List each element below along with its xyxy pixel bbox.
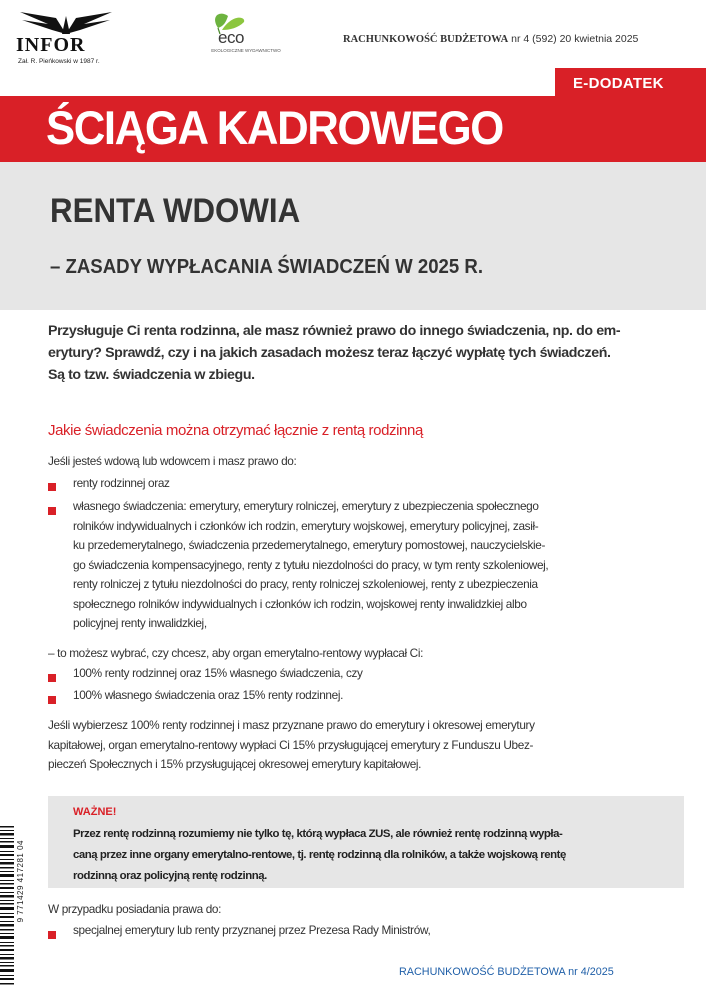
list-item-line: ku przedemerytalnego, świadczenia przedemerytalnego, emerytury pomostowej, nauczycielskie- bbox=[73, 538, 546, 552]
page-title: RENTA WDOWIA bbox=[50, 192, 301, 230]
issue-date: 20 kwietnia 2025 bbox=[559, 33, 639, 45]
barcode-number: 9 771429 417281 04 bbox=[16, 840, 25, 923]
note-heading: WAŻNE! bbox=[73, 806, 117, 818]
paragraph bbox=[48, 716, 684, 775]
list-item: renty rodzinnej oraz bbox=[73, 476, 170, 490]
title-band bbox=[0, 162, 706, 310]
issue-number: nr 4 (592) bbox=[511, 33, 557, 45]
note-line: rodzinną oraz policyjną rentę rodzinną. bbox=[73, 870, 267, 882]
bullet-marker bbox=[48, 674, 56, 682]
paragraph-line: kapitałowej, organ emerytalno-rentowy wypłaci Ci 15% przysługującej emerytury z Funduszu Ubez- bbox=[48, 737, 534, 752]
list-item-line: społecznego rolników indywidualnych i członków ich rodzin, wojskowej renty inwalidzkiej albo bbox=[73, 596, 527, 611]
bullet-marker bbox=[48, 696, 56, 704]
intro-line: Są to tzw. świadczenia w zbiegu. bbox=[48, 367, 255, 383]
e-dodatek-label: E-DODATEK bbox=[573, 75, 664, 92]
bullet-marker bbox=[48, 931, 56, 939]
paragraph: – to możesz wybrać, czy chcesz, aby organ emerytalno-rentowy wypłacał Ci: bbox=[48, 646, 424, 660]
paragraph-line: Jeśli wybierzesz 100% renty rodzinnej i masz przyznane prawo do emerytury i okresowej emerytury bbox=[48, 718, 535, 732]
series-banner bbox=[0, 96, 706, 162]
list-item: specjalnej emerytury lub renty przyznanej przez Prezesa Rady Ministrów, bbox=[73, 923, 431, 937]
publication-name: RACHUNKOWOŚĆ BUDŻETOWA bbox=[343, 34, 509, 45]
list-item-line: własnego świadczenia: emerytury, emerytury rolniczej, emerytury z ubezpieczenia społecznego bbox=[73, 499, 539, 513]
intro-line: erytury? Sprawdź, czy i na jakich zasadach możesz teraz łączyć wypłatę tych świadczeń. bbox=[48, 345, 611, 361]
infor-eagle-logo bbox=[18, 10, 114, 36]
barcode-icon bbox=[0, 826, 16, 986]
list-item-line: renty rolniczej z tytułu niezdolności do pracy, renty rolniczej szkoleniowej, renty z ubezpieczenia bbox=[73, 577, 538, 591]
paragraph: W przypadku posiadania prawa do: bbox=[48, 902, 222, 916]
list-item: 100% renty rodzinnej oraz 15% własnego świadczenia, czy bbox=[73, 666, 363, 680]
list-item-line: policyjnej renty inwalidzkiej, bbox=[73, 616, 207, 630]
page-subtitle: – ZASADY WYPŁACANIA ŚWIADCZEŃ W 2025 R. bbox=[50, 256, 484, 278]
section-heading: Jakie świadczenia można otrzymać łącznie z rentą rodzinną bbox=[48, 422, 423, 439]
list-item bbox=[73, 497, 685, 634]
note-text bbox=[73, 824, 673, 887]
intro-line: Przysługuje Ci renta rodzinna, ale masz również prawo do innego świadczenia, np. do em- bbox=[48, 323, 621, 339]
eco-logo-text: eco bbox=[218, 28, 244, 47]
list-item: 100% własnego świadczenia oraz 15% renty rodzinnej. bbox=[73, 688, 344, 702]
infor-logo-text: INFOR bbox=[16, 34, 86, 56]
page-footer: RACHUNKOWOŚĆ BUDŻETOWA nr 4/2025 bbox=[399, 966, 614, 978]
note-line: Przez rentę rodzinną rozumiemy nie tylko tę, którą wypłaca ZUS, ale również rentę rodzinną wypła- bbox=[73, 828, 563, 840]
infor-since: Zał. R. Pieńkowski w 1987 r. bbox=[18, 58, 100, 65]
eco-logo-subtext: EKOLOGICZNE WYDAWNICTWO bbox=[211, 48, 281, 53]
e-dodatek-badge bbox=[555, 68, 706, 98]
paragraph: Jeśli jesteś wdową lub wdowcem i masz prawo do: bbox=[48, 454, 297, 468]
masthead bbox=[343, 33, 638, 45]
bullet-marker bbox=[48, 483, 56, 491]
paragraph-line: pieczeń Społecznych i 15% przysługującej okresowej emerytury kapitałowej. bbox=[48, 757, 422, 771]
list-item-line: go świadczenia kompensacyjnego, renty z tytułu niezdolności do pracy, w tym renty szkoleniowej, bbox=[73, 557, 549, 572]
bullet-marker bbox=[48, 507, 56, 515]
note-line: caną przez inne organy emerytalno-rentowe, tj. rentę rodzinną dla rolników, a także wojskową rentę bbox=[73, 849, 566, 861]
list-item-line: rolników indywidualnych i członków ich rodzin, emerytury wojskowej, emerytury policyjnej, zasił- bbox=[73, 518, 539, 533]
intro-paragraph bbox=[48, 320, 682, 386]
series-title: ŚCIĄGA KADROWEGO bbox=[46, 101, 503, 154]
